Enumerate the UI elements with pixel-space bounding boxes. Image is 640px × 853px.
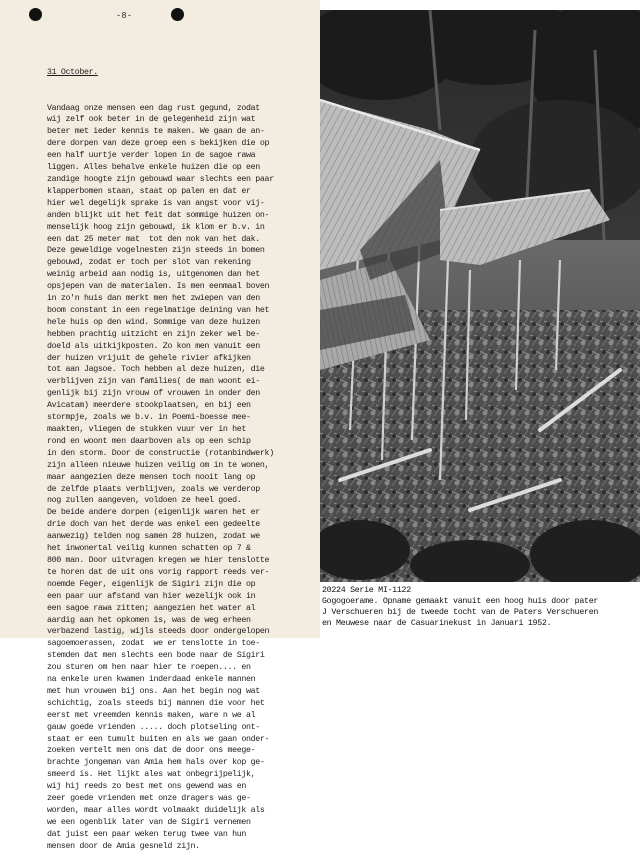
diary-line: liggen. Alles behalve enkele huizen die op een — [47, 163, 260, 173]
caption-line: en Meuwese naar de Casuarinekust in Januari 1952. — [322, 619, 552, 628]
diary-line: aanwezig) telden nog samen 28 huizen, zodat we — [47, 532, 260, 542]
diary-line: maakten, vliegen de stukken vuur ver in het — [47, 425, 247, 434]
diary-line: zou sturen om hen naar hier te roepen.... en — [47, 663, 251, 673]
diary-line: we een ogenblik later van de Sigiri vernemen — [47, 817, 251, 827]
diary-line: verbazend lastig, wijls steeds door ondergelopen — [47, 627, 270, 637]
diary-line: schichtig, zoals steeds bij mannen die voor het — [47, 698, 265, 708]
diary-line: gebouwd, zodat er toch per slot van rekening — [47, 258, 251, 268]
diary-line: te horen dat de uit ons vorig rapport reeds ver- — [47, 567, 270, 577]
diary-date-heading: 31 October. — [47, 67, 98, 77]
diary-line: een dat 25 meter mat tot den nok van het dak. — [47, 234, 260, 244]
diary-line: hebben prachtig uitzicht en zijn zeker wel be- — [47, 329, 260, 339]
caption-line: Gogogoerame. Opname gemaakt vanuit een hoog huis door pater — [322, 597, 599, 606]
diary-line: eerst met vreemden kennis maken, ware n we al — [47, 710, 256, 720]
diary-line: aardig aan het opkomen is, was de weg erheen — [47, 615, 251, 625]
diary-line: Vandaag onze mensen een dag rust gegund, zodat — [47, 103, 260, 113]
diary-line: het inwonertal veilig kunnen schatten op 7 & — [47, 544, 251, 554]
diary-line: De beide andere dorpen (eigenlijk waren het er — [47, 508, 260, 518]
diary-line: de zelfde plaats verblijven, zoals we verderop — [47, 484, 260, 494]
diary-line: nog zullen aangeven, voldoen ze heel goed. — [47, 496, 242, 506]
diary-line: zandige hoogte zijn gebouwd waar slechts een paar — [47, 174, 274, 184]
punch-hole-right — [171, 8, 184, 21]
page-number: -8- — [115, 11, 133, 21]
diary-line: wij hij reeds zo best met ons gewend was en — [47, 782, 247, 792]
diary-line: in den storm. Door de constructie (rotanbindwerk) — [47, 448, 274, 458]
diary-line: boom constant in een regelmatige deining van het — [47, 305, 270, 315]
diary-line: rond en woont men daarboven als op een schip — [47, 436, 251, 446]
caption-line: J Verschueren bij de tweede tocht van de Paters Verschueren — [322, 608, 599, 617]
diary-line: een half uurtje verder lopen in de sagoe rawa — [47, 151, 256, 161]
diary-line: brachte jongeman van Amia hem hals over kop ge- — [47, 758, 265, 768]
diary-line: 800 man. Door uitvragen kregen we hier tenslotte — [47, 555, 270, 565]
diary-line: Avicatam) meerdere stookplaatsen, en bij een — [47, 401, 251, 411]
diary-line: wij zelf ook beter in de gelegenheid zijn wat — [47, 115, 256, 125]
diary-line: Deze geweldige vogelnesten zijn steeds in bomen — [47, 246, 265, 256]
photo-caption — [322, 585, 638, 629]
diary-line: stemden dat men slechts een bode naar de Sigiri — [47, 651, 265, 661]
diary-line: in zo'n huis dan merkt men het zwiepen van den — [47, 294, 260, 304]
photograph-stilt-houses — [320, 10, 640, 582]
diary-line: hier wel degelijk sprake is van angst voor vij- — [47, 198, 265, 208]
diary-line: worden, maar alles wordt volmaakt duidelijk als — [47, 806, 265, 815]
diary-line: der huizen vrijuit de gehele rivier afkijken — [47, 353, 251, 363]
diary-line: opsjepen van de materialen. Is men eenmaal boven — [47, 282, 270, 292]
typed-diary-page — [0, 0, 320, 851]
diary-line: gauw goede vrienden ..... doch plotseling ont- — [47, 722, 260, 732]
diary-line: menselijk hoog zijn gebouwd, ik klom er b.v. in — [47, 222, 265, 232]
diary-line: maar aangezien deze mensen toch nooit lang op — [47, 472, 256, 482]
diary-line: met hun vrouwen bij ons. Aan het begin nog wat — [47, 686, 260, 696]
diary-line: sagoemoerassen, zodat we er tenslotte in toe- — [47, 639, 260, 649]
diary-line: hele huis op den wind. Sommige van deze huizen — [47, 317, 260, 327]
diary-line: zoeken vertelt men ons dat de door ons meege- — [47, 746, 256, 756]
diary-line: zijn alleen nieuwe huizen veilig om in te wonen, — [47, 460, 270, 470]
diary-line: stormpje, zoals we b.v. in Poemi-boesse mee- — [47, 413, 251, 423]
diary-line: een paar uur afstand van hier wezelijk ook in — [47, 591, 256, 601]
punch-hole-left — [29, 8, 42, 21]
diary-line: tot aan Jagsoe. Toch hebben al deze huizen, die — [47, 365, 265, 375]
diary-line: verblijven zijn van families( de man woont ei- — [47, 377, 260, 387]
diary-line: doeld als uitkijkposten. Zo kon men vanuit een — [47, 341, 260, 351]
diary-line: beter met ieder kennis te maken. We gaan de an- — [47, 127, 265, 137]
diary-line: genlijk bij zijn vrouw of vrouwen in onder den — [47, 389, 260, 399]
caption-line: 20224 Serie MI-1122 — [322, 586, 411, 595]
diary-line: na enkele uren kwamen inderdaad enkele mannen — [47, 675, 256, 685]
diary-line: een sagoe rawa zitten; aangezien het water al — [47, 603, 256, 613]
diary-line: staat er een tumult buiten en als we gaan onder- — [47, 734, 270, 744]
diary-line: dere dorpen van deze groep een s bekijken die op — [47, 139, 270, 149]
diary-line: drie doch van het derde was enkel een gedeelte — [47, 520, 260, 530]
diary-line: noemde Feger, eigenlijk de Sigiri zijn die op — [47, 579, 256, 589]
diary-text — [47, 43, 315, 853]
diary-line: anden blijkt uit het feit dat sommige huizen on- — [47, 210, 270, 220]
diary-line: dat juist een paar weken terug twee van hun — [47, 829, 247, 839]
diary-line: zeer goede vrienden met onze dragers was ge- — [47, 794, 251, 804]
diary-line: weinig arbeid aan nodig is, uitgenomen dan het — [47, 270, 260, 280]
diary-line: smeerd is. Het lijkt ales wat onbegrijpelijk, — [47, 770, 256, 780]
diary-line: mensen door de Amia gesneld zijn. — [47, 841, 200, 851]
diary-line: klapperbomen staan, staat op palen en dat er — [47, 186, 251, 196]
